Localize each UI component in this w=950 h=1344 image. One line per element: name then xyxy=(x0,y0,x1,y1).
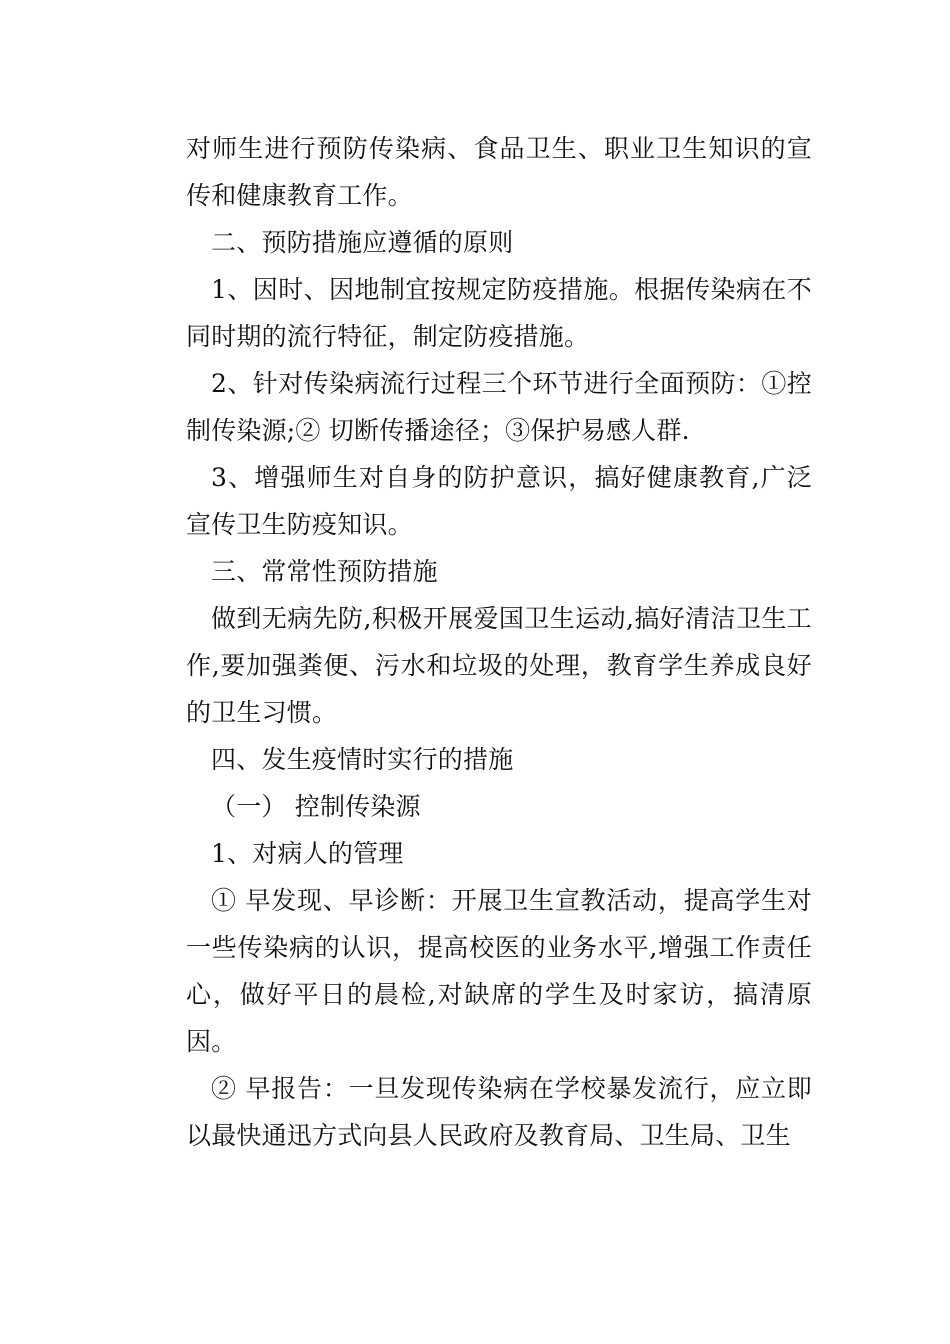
principle-item-3: 3、增强师生对自身的防护意识，搞好健康教育,广泛宣传卫生防疫知识。 xyxy=(186,463,812,539)
document-body xyxy=(186,125,812,1159)
early-detection-paragraph: ① 早发现、早诊断：开展卫生宣教活动，提高学生对一些传染病的认识，提高校医的业务水平,增强工作责任心，做好平日的晨检,对缺席的学生及时家访，搞清原因。 xyxy=(186,886,812,1056)
routine-measures-paragraph: 做到无病先防,积极开展爱国卫生运动,搞好清洁卫生工作,要加强粪便、污水和垃圾的处理，教育学生养成良好的卫生习惯。 xyxy=(186,604,812,727)
patient-management-heading: 1、对病人的管理 xyxy=(211,839,404,868)
section-heading-3: 三、常常性预防措施 xyxy=(211,557,438,586)
section-heading-2: 二、预防措施应遵循的原则 xyxy=(211,228,514,257)
early-report-paragraph: ② 早报告：一旦发现传染病在学校暴发流行，应立即以最快通迅方式向县人民政府及教育局、卫生局、卫生 xyxy=(186,1074,812,1150)
principle-item-2: 2、针对传染病流行过程三个环节进行全面预防：①控制传染源;② 切断传播途径；③保护易感人群. xyxy=(186,369,812,445)
principle-item-1: 1、因时、因地制宜按规定防疫措施。根据传染病在不同时期的流行特征，制定防疫措施。 xyxy=(186,275,812,351)
subsection-heading-1: （一） 控制传染源 xyxy=(211,792,421,821)
paragraph-continuation: 对师生进行预防传染病、食品卫生、职业卫生知识的宣传和健康教育工作。 xyxy=(186,134,812,210)
section-heading-4: 四、发生疫情时实行的措施 xyxy=(211,745,514,774)
